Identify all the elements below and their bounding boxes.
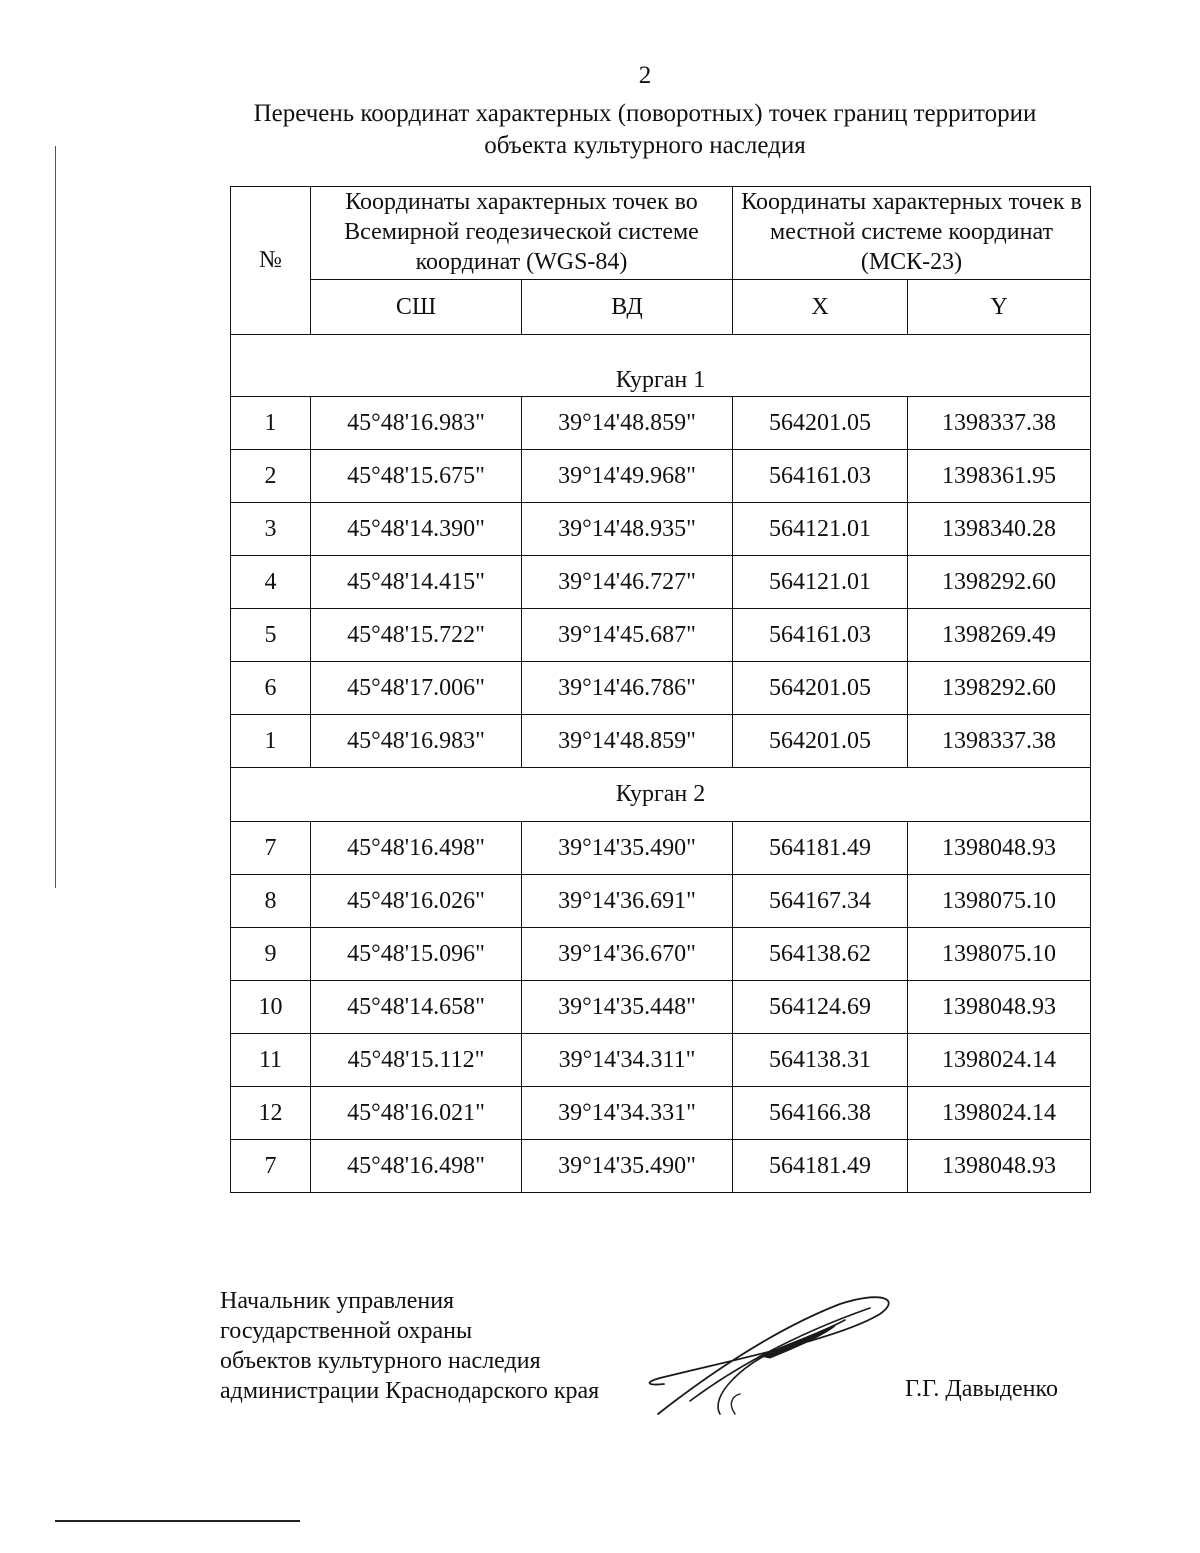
latitude-cell: 45°48'15.722": [311, 609, 522, 662]
point-number-cell: 4: [231, 556, 311, 609]
y-coordinate-cell: 1398048.93: [908, 981, 1091, 1034]
table-body: [231, 335, 1091, 1193]
latitude-cell: 45°48'15.112": [311, 1034, 522, 1087]
y-coordinate-cell: 1398337.38: [908, 715, 1091, 768]
section-title: Курган 2: [231, 768, 1091, 822]
y-coordinate-cell: 1398024.14: [908, 1034, 1091, 1087]
table-row: [231, 450, 1091, 503]
x-coordinate-cell: 564138.31: [733, 1034, 908, 1087]
y-coordinate-cell: 1398048.93: [908, 1140, 1091, 1193]
section-row: [231, 768, 1091, 822]
header-msk-group: Координаты характерных точек в местной системе координат (МСК-23): [733, 187, 1091, 280]
signatory-position-line: администрации Краснодарского края: [220, 1378, 600, 1404]
x-coordinate-cell: 564201.05: [733, 397, 908, 450]
y-coordinate-cell: 1398024.14: [908, 1087, 1091, 1140]
y-coordinate-cell: 1398292.60: [908, 662, 1091, 715]
x-coordinate-cell: 564201.05: [733, 662, 908, 715]
longitude-cell: 39°14'34.311": [522, 1034, 733, 1087]
page-number: 2: [638, 62, 652, 89]
x-coordinate-cell: 564167.34: [733, 875, 908, 928]
point-number-cell: 2: [231, 450, 311, 503]
table-row: [231, 503, 1091, 556]
document-title: [230, 98, 1060, 162]
table-row: [231, 715, 1091, 768]
header-x: X: [733, 280, 908, 335]
longitude-cell: 39°14'46.786": [522, 662, 733, 715]
y-coordinate-cell: 1398048.93: [908, 822, 1091, 875]
x-coordinate-cell: 564201.05: [733, 715, 908, 768]
y-coordinate-cell: 1398292.60: [908, 556, 1091, 609]
latitude-cell: 45°48'16.983": [311, 715, 522, 768]
table-row: [231, 875, 1091, 928]
table-row: [231, 822, 1091, 875]
latitude-cell: 45°48'17.006": [311, 662, 522, 715]
point-number-cell: 5: [231, 609, 311, 662]
longitude-cell: 39°14'49.968": [522, 450, 733, 503]
x-coordinate-cell: 564124.69: [733, 981, 908, 1034]
y-coordinate-cell: 1398269.49: [908, 609, 1091, 662]
y-coordinate-cell: 1398340.28: [908, 503, 1091, 556]
latitude-cell: 45°48'15.675": [311, 450, 522, 503]
latitude-cell: 45°48'16.026": [311, 875, 522, 928]
point-number-cell: 11: [231, 1034, 311, 1087]
header-number: №: [231, 187, 311, 335]
coordinates-table: [230, 186, 1091, 1193]
table-row: [231, 1140, 1091, 1193]
point-number-cell: 7: [231, 822, 311, 875]
longitude-cell: 39°14'35.490": [522, 1140, 733, 1193]
latitude-cell: 45°48'16.498": [311, 822, 522, 875]
longitude-cell: 39°14'48.935": [522, 503, 733, 556]
signatory-position-line: Начальник управления: [220, 1288, 455, 1314]
y-coordinate-cell: 1398075.10: [908, 875, 1091, 928]
x-coordinate-cell: 564138.62: [733, 928, 908, 981]
x-coordinate-cell: 564181.49: [733, 1140, 908, 1193]
point-number-cell: 7: [231, 1140, 311, 1193]
table-row: [231, 609, 1091, 662]
point-number-cell: 8: [231, 875, 311, 928]
margin-line: [55, 146, 56, 888]
header-wgs-group: Координаты характерных точек во Всемирной геодезической системе координат (WGS-84): [311, 187, 733, 280]
longitude-cell: 39°14'48.859": [522, 397, 733, 450]
longitude-cell: 39°14'48.859": [522, 715, 733, 768]
signatory-name: Г.Г. Давыденко: [905, 1376, 1058, 1402]
table-row: [231, 397, 1091, 450]
header-latitude: СШ: [311, 280, 522, 335]
point-number-cell: 12: [231, 1087, 311, 1140]
signatory-position-line: государственной охраны: [220, 1318, 473, 1344]
document-title-line-2: объекта культурного наследия: [484, 132, 806, 159]
longitude-cell: 39°14'45.687": [522, 609, 733, 662]
longitude-cell: 39°14'35.490": [522, 822, 733, 875]
latitude-cell: 45°48'16.983": [311, 397, 522, 450]
longitude-cell: 39°14'36.691": [522, 875, 733, 928]
x-coordinate-cell: 564161.03: [733, 450, 908, 503]
point-number-cell: 6: [231, 662, 311, 715]
table-row: [231, 662, 1091, 715]
point-number-cell: 10: [231, 981, 311, 1034]
longitude-cell: 39°14'34.331": [522, 1087, 733, 1140]
latitude-cell: 45°48'16.498": [311, 1140, 522, 1193]
y-coordinate-cell: 1398075.10: [908, 928, 1091, 981]
table-row: [231, 1034, 1091, 1087]
point-number-cell: 3: [231, 503, 311, 556]
handwritten-signature: [640, 1286, 900, 1426]
latitude-cell: 45°48'15.096": [311, 928, 522, 981]
latitude-cell: 45°48'14.415": [311, 556, 522, 609]
header-y: Y: [908, 280, 1091, 335]
footer-rule: [55, 1520, 300, 1522]
latitude-cell: 45°48'14.658": [311, 981, 522, 1034]
signatory-position-line: объектов культурного наследия: [220, 1348, 541, 1374]
header-longitude: ВД: [522, 280, 733, 335]
section-title: Курган 1: [231, 335, 1091, 397]
x-coordinate-cell: 564166.38: [733, 1087, 908, 1140]
longitude-cell: 39°14'36.670": [522, 928, 733, 981]
table-row: [231, 981, 1091, 1034]
table-row: [231, 1087, 1091, 1140]
x-coordinate-cell: 564181.49: [733, 822, 908, 875]
y-coordinate-cell: 1398361.95: [908, 450, 1091, 503]
x-coordinate-cell: 564121.01: [733, 503, 908, 556]
latitude-cell: 45°48'14.390": [311, 503, 522, 556]
x-coordinate-cell: 564161.03: [733, 609, 908, 662]
y-coordinate-cell: 1398337.38: [908, 397, 1091, 450]
point-number-cell: 1: [231, 397, 311, 450]
x-coordinate-cell: 564121.01: [733, 556, 908, 609]
signatory-position: [220, 1286, 599, 1406]
point-number-cell: 1: [231, 715, 311, 768]
latitude-cell: 45°48'16.021": [311, 1087, 522, 1140]
longitude-cell: 39°14'46.727": [522, 556, 733, 609]
table-row: [231, 928, 1091, 981]
point-number-cell: 9: [231, 928, 311, 981]
table-row: [231, 556, 1091, 609]
longitude-cell: 39°14'35.448": [522, 981, 733, 1034]
document-title-line-1: Перечень координат характерных (поворотных) точек границ территории: [253, 100, 1037, 127]
section-row: [231, 335, 1091, 397]
